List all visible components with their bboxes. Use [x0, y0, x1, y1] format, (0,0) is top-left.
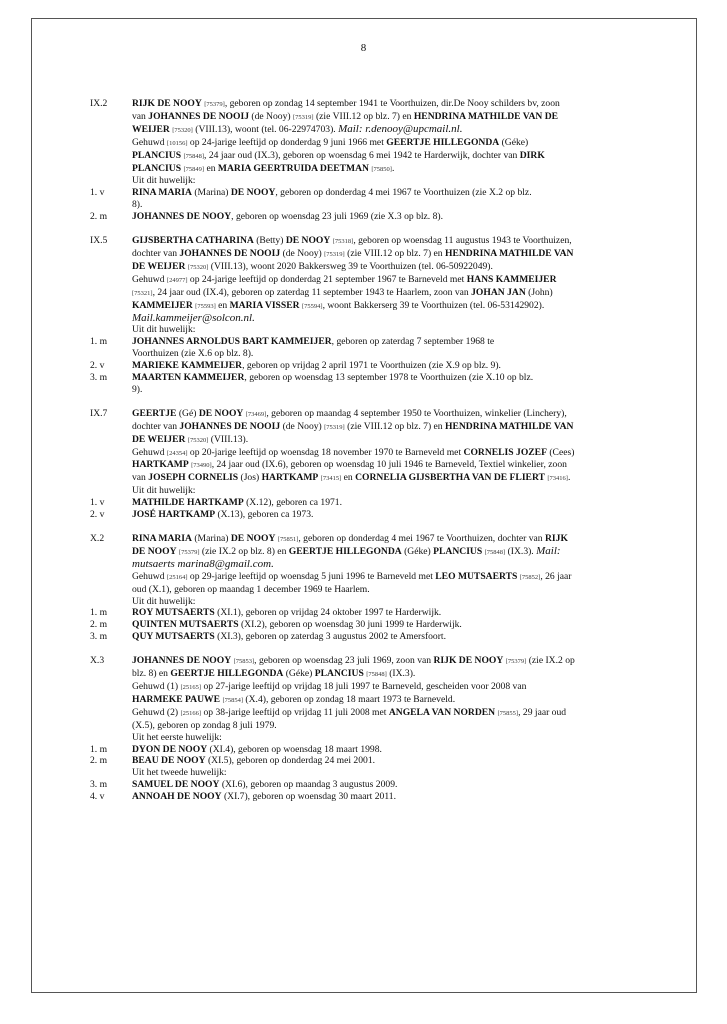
record-ref: [25165]: [180, 683, 202, 691]
child-row: [90, 211, 635, 223]
record-ref: [10156]: [166, 139, 188, 147]
text-run: .: [567, 472, 571, 484]
person-name: CORNELIS JOZEF: [463, 446, 547, 458]
text-line: [132, 732, 635, 744]
email-address: Mail:: [536, 544, 561, 557]
text-run: (XI.5), geboren op donderdag 24 mei 2001.: [205, 755, 376, 767]
text-run: 8).: [132, 199, 143, 211]
person-name: LEO MUTSAERTS: [435, 570, 518, 582]
text-run: (de Nooy): [280, 420, 325, 432]
text-run: (Gé): [176, 407, 199, 419]
record-ref: [75379]: [505, 658, 527, 666]
person-name: ANGELA VAN NORDEN: [388, 706, 496, 718]
child-label: 1. m: [90, 336, 108, 348]
text-run: , geboren op woensdag 23 juli 1969, zoon van: [254, 655, 434, 667]
text-run: (XI.1), geboren op vrijdag 24 oktober 1997 te Harderwijk.: [214, 607, 442, 619]
genealogy-entry: [90, 98, 635, 223]
record-ref: [75320]: [187, 263, 209, 271]
person-name: CORNELIA GIJSBERTHA VAN DE FLIERT: [355, 472, 545, 484]
person-name: PLANCIUS: [433, 545, 483, 557]
person-name: HENDRINA MATHILDE VAN DE: [413, 110, 559, 122]
text-run: (John): [525, 286, 553, 298]
record-ref: [73469]: [245, 410, 267, 418]
child-row: [90, 187, 635, 211]
person-name: MARIA GEERTRUIDA DEETMAN: [217, 162, 369, 174]
record-ref: [73490]: [191, 462, 212, 470]
text-line: [132, 707, 635, 720]
text-line: [132, 150, 635, 163]
record-ref: [75319]: [292, 113, 314, 121]
text-run: (zie VIII.12 op blz. 7) en: [344, 247, 445, 259]
text-run: en: [215, 299, 230, 311]
child-label: 2. v: [90, 509, 105, 521]
text-run: Uit dit huwelijk:: [132, 324, 196, 336]
record-ref: [24354]: [166, 449, 188, 457]
record-ref: [24977]: [166, 276, 188, 284]
text-run: op 27-jarige leeftijd op vrijdag 18 juli 1997 te Barneveld, gescheiden voor 2008 van: [201, 680, 527, 692]
text-run: op 20-jarige leeftijd op woensdag 18 november 1970 te Barneveld met: [187, 446, 464, 458]
text-run: (de Nooy): [280, 247, 325, 259]
text-run: (de Nooy): [249, 110, 293, 122]
child-label: 3. m: [90, 631, 108, 643]
child-row: [90, 509, 635, 521]
text-run: , 26 jaar: [540, 570, 572, 582]
text-run: Gehuwd (2): [132, 706, 181, 718]
person-name: DE NOOY: [285, 235, 331, 247]
text-line: [132, 447, 635, 460]
text-line: [132, 596, 635, 608]
text-line: [132, 336, 635, 348]
text-line: [132, 472, 635, 485]
person-name: GEERTJE: [132, 407, 177, 419]
person-name: RIJK DE NOOY: [433, 655, 504, 667]
entry-id: IX.2: [90, 98, 108, 109]
text-run: (IX.3).: [386, 668, 416, 680]
record-ref: [75855]: [497, 709, 519, 717]
text-run: (Géke): [401, 545, 434, 557]
text-line: [90, 767, 635, 779]
person-name: JOHANNES DE NOOIJ: [179, 247, 281, 259]
text-run: (X.12), geboren ca 1971.: [243, 497, 342, 509]
text-run: dochter van: [132, 420, 180, 432]
text-line: [132, 261, 635, 274]
person-name: DE NOOY: [230, 533, 276, 544]
child-row: [90, 607, 635, 619]
person-name: GEERTJE HILLEGONDA: [170, 668, 284, 680]
genealogy-entry: [90, 533, 635, 643]
person-name: WEIJER: [132, 123, 170, 135]
text-line: [132, 274, 635, 287]
child-row: [90, 744, 635, 756]
person-name: DE WEIJER: [132, 260, 186, 272]
person-name: DIRK: [519, 149, 545, 161]
text-run: (XI.2), geboren op woensdag 30 juni 1999 te Harderwijk.: [238, 619, 462, 631]
text-run: op 29-jarige leeftijd op woensdag 5 juni 1996 te Barneveld met: [187, 570, 436, 582]
child-label: 1. v: [90, 187, 105, 199]
text-line: [132, 694, 635, 707]
text-run: , 24 jaar oud (IX.6), geboren op woensdag 10 juli 1946 te Barneveld, Textiel winkelier, zoon: [211, 459, 567, 471]
text-run: , geboren op zondag 14 september 1941 te Voorthuizen, dir.De Nooy schilders bv, zoon: [224, 98, 560, 109]
person-name: RINA MARIA: [132, 533, 192, 544]
person-name: HARMEKE PAUWE: [132, 693, 221, 705]
record-ref: [75848]: [366, 671, 387, 679]
child-row: [90, 755, 635, 767]
person-name: DE NOOY: [198, 407, 244, 419]
record-ref: [75318]: [332, 238, 354, 246]
child-label: 2. m: [90, 619, 108, 631]
text-line: [132, 509, 635, 521]
text-run: .: [391, 162, 395, 174]
person-name: HENDRINA MATHILDE VAN: [445, 420, 574, 432]
email-address: mutsaerts marina8@gmail.com.: [132, 557, 274, 570]
record-ref: [75853]: [233, 658, 255, 666]
text-run: (VIII.13), woont 2020 Bakkersweg 39 te Voorthuizen (tel. 06-50922049).: [208, 260, 493, 272]
person-name: PLANCIUS: [132, 162, 182, 174]
text-run: (Géke): [283, 668, 315, 680]
text-run: Uit dit huwelijk:: [132, 175, 196, 187]
text-line: [132, 124, 635, 137]
text-run: van: [132, 472, 149, 484]
record-ref: [75320]: [187, 436, 209, 444]
child-label: 2. v: [90, 360, 105, 372]
person-name: GIJSBERTHA CATHARINA: [132, 235, 254, 247]
text-run: blz. 8) en: [132, 668, 171, 680]
text-run: , geboren op woensdag 23 juli 1969 (zie X.3 op blz. 8).: [231, 211, 443, 223]
person-name: JOHANNES DE NOOY: [132, 211, 232, 223]
text-run: , geboren op vrijdag 2 april 1971 te Voorthuizen (zie X.9 op blz. 9).: [242, 360, 501, 372]
person-name: RIJK: [545, 533, 568, 544]
text-line: [132, 559, 635, 571]
person-name: JOHANNES DE NOOIJ: [148, 110, 250, 122]
child-row: [90, 360, 635, 372]
children-list: [90, 607, 635, 643]
text-run: Gehuwd: [132, 446, 167, 458]
child-row: [90, 336, 635, 360]
person-name: DE NOOY: [230, 187, 276, 199]
person-name: HENDRINA MATHILDE VAN: [445, 247, 574, 259]
child-label: 4. v: [90, 791, 105, 803]
text-run: , 24 jaar oud (IX.4), geboren op zaterdag 11 september 1943 te Haarlem, zoon van: [152, 286, 472, 298]
record-ref: [73416]: [547, 475, 568, 483]
person-name: RIJK DE NOOY: [132, 98, 202, 109]
entry-id: IX.5: [90, 235, 108, 247]
record-ref: [75319]: [324, 423, 345, 431]
person-name: MARIEKE KAMMEIJER: [132, 360, 243, 372]
text-run: (VIII.13).: [208, 433, 249, 445]
email-address: Mail: r.denooy@upcmail.nl.: [338, 122, 463, 135]
record-ref: [75320]: [172, 126, 193, 134]
children-list: [90, 744, 635, 804]
person-name: ANNOAH DE NOOY: [132, 791, 222, 803]
text-run: Gehuwd: [132, 136, 167, 148]
text-run: (zie IX.2 op: [526, 655, 575, 667]
page-number: 8: [360, 42, 367, 54]
children-list: [90, 336, 635, 396]
text-run: , geboren op woensdag 13 september 1978 te Voorthuizen (zie X.10 op blz.: [244, 372, 534, 384]
text-line: [132, 584, 635, 596]
children-list: [90, 497, 635, 521]
person-name: QUINTEN MUTSAERTS: [132, 619, 239, 631]
text-line: [132, 163, 635, 176]
text-line: [132, 137, 635, 150]
text-run: op 38-jarige leeftijd op vrijdag 11 juli 2008 met: [201, 706, 389, 718]
text-run: Voorthuizen (zie X.6 op blz. 8).: [132, 348, 254, 360]
text-line: [132, 348, 635, 360]
person-name: HARTKAMP: [261, 472, 319, 484]
text-line: [132, 421, 635, 434]
person-name: RINA MARIA: [132, 187, 192, 199]
text-run: (Cees): [546, 446, 575, 458]
person-name: BEAU DE NOOY: [132, 755, 206, 767]
children-list: [90, 187, 635, 223]
person-name: MARIA VISSER: [229, 299, 300, 311]
person-name: HANS KAMMEIJER: [466, 273, 557, 285]
text-line: [132, 248, 635, 261]
person-name: QUY MUTSAERTS: [132, 631, 215, 643]
text-run: Gehuwd: [132, 570, 167, 582]
text-run: van: [132, 110, 149, 122]
text-run: op 24-jarige leeftijd op donderdag 21 september 1967 te Barneveld met: [187, 273, 467, 285]
text-line: [132, 434, 635, 447]
person-name: DE WEIJER: [132, 433, 186, 445]
text-line: [132, 755, 635, 767]
entry-id: IX.7: [90, 407, 108, 419]
text-run: en: [341, 472, 356, 484]
text-line: [132, 175, 635, 187]
text-line: [132, 668, 635, 681]
record-ref: [75319]: [324, 250, 345, 258]
text-run: (zie VIII.12 op blz. 7) en: [313, 110, 414, 122]
text-run: Gehuwd: [132, 273, 167, 285]
text-run: Uit het eerste huwelijk:: [132, 731, 222, 743]
text-line: [132, 779, 635, 791]
person-name: DE NOOY: [132, 545, 177, 557]
child-label: 1. m: [90, 743, 108, 755]
text-run: , geboren op donderdag 4 mei 1967 te Voorthuizen (zie X.2 op blz.: [275, 187, 532, 199]
text-run: , 29 jaar oud: [518, 706, 567, 718]
person-name: JOHAN JAN: [471, 286, 526, 298]
child-label: 1. m: [90, 607, 108, 619]
text-line: [132, 199, 635, 211]
person-name: JOSÉ HARTKAMP: [132, 509, 216, 521]
text-run: (Marina): [191, 533, 231, 544]
child-row: [90, 791, 635, 803]
person-name: GEERTJE HILLEGONDA: [288, 545, 402, 557]
text-run: (zie IX.2 op blz. 8) en: [199, 545, 289, 557]
text-run: (IX.3).: [505, 545, 537, 557]
text-run: Gehuwd (1): [132, 680, 181, 692]
text-run: oud (X.1), geboren op maandag 1 december 1969 te Haarlem.: [132, 583, 370, 595]
record-ref: [25164]: [166, 573, 188, 581]
person-name: HARTKAMP: [132, 459, 189, 471]
entry-id: X.2: [90, 533, 105, 544]
person-name: SAMUEL DE NOOY: [132, 779, 220, 791]
child-label: 2. m: [90, 755, 108, 767]
text-line: [132, 720, 635, 732]
text-run: Uit dit huwelijk:: [132, 485, 196, 497]
person-name: JOHANNES DE NOOY: [132, 655, 232, 667]
text-run: Uit het tweede huwelijk:: [132, 767, 227, 779]
record-ref: [75321]: [132, 289, 153, 297]
child-row: [90, 779, 635, 791]
child-label: 3. m: [90, 372, 108, 384]
record-ref: [75848]: [484, 548, 506, 556]
text-line: [132, 607, 635, 619]
record-ref: [75594]: [301, 302, 323, 310]
person-name: KAMMEIJER: [132, 299, 193, 311]
text-run: , geboren op donderdag 4 mei 1967 te Voorthuizen, dochter van: [298, 533, 545, 544]
text-line: [132, 408, 635, 421]
person-name: JOHANNES DE NOOIJ: [179, 420, 281, 432]
text-line: [132, 235, 635, 248]
text-run: , 24 jaar oud (IX.3), geboren op woensdag 6 mei 1942 te Harderwijk, dochter van: [204, 149, 520, 161]
person-name: PLANCIUS: [132, 149, 182, 161]
child-label: 2. m: [90, 211, 108, 223]
genealogy-content: [90, 98, 635, 815]
text-line: [132, 384, 635, 396]
child-label: 1. v: [90, 497, 105, 509]
text-line: [132, 372, 635, 384]
text-line: [132, 187, 635, 199]
person-name: DYON DE NOOY: [132, 743, 208, 755]
text-line: [132, 681, 635, 694]
text-run: Uit dit huwelijk:: [132, 595, 196, 607]
text-run: (XI.3), geboren op zaterdag 3 augustus 2002 te Amersfoort.: [214, 631, 446, 643]
child-row: [90, 619, 635, 631]
record-ref: [75379]: [178, 548, 200, 556]
text-line: [132, 497, 635, 509]
text-run: (XI.7), geboren op woensdag 30 maart 2011.: [221, 791, 396, 803]
text-line: [132, 98, 635, 111]
text-line: [132, 744, 635, 756]
text-run: , geboren op zaterdag 7 september 1968 te: [331, 336, 495, 348]
person-name: JOSEPH CORNELIS: [148, 472, 239, 484]
genealogy-entry: [90, 408, 635, 521]
text-run: , geboren op maandag 4 september 1950 te Voorthuizen, winkelier (Linchery),: [266, 407, 567, 419]
child-label: 3. m: [90, 779, 108, 791]
person-name: JOHANNES ARNOLDUS BART KAMMEIJER: [132, 336, 332, 348]
text-run: op 24-jarige leeftijd op donderdag 9 juni 1966 met: [187, 136, 387, 148]
text-run: (XI.6), geboren op maandag 3 augustus 2009.: [219, 779, 398, 791]
text-run: (Jos): [238, 472, 262, 484]
text-line: [132, 459, 635, 472]
record-ref: [73415]: [320, 475, 342, 483]
person-name: PLANCIUS: [314, 668, 364, 680]
text-line: [132, 287, 635, 300]
person-name: ROY MUTSAERTS: [132, 607, 215, 619]
record-ref: [75852]: [519, 573, 541, 581]
text-line: [132, 631, 635, 643]
record-ref: [75593]: [195, 302, 216, 310]
text-line: [132, 571, 635, 584]
text-run: (Betty): [253, 235, 286, 247]
text-line: [132, 360, 635, 372]
record-ref: [75379]: [204, 101, 225, 108]
text-run: en: [204, 162, 218, 174]
text-run: 9).: [132, 383, 143, 395]
text-line: [132, 655, 635, 668]
text-run: (X.4), geboren op zondag 18 maart 1973 te Barneveld.: [243, 693, 456, 705]
email-address: Mail.kammeijer@solcon.nl.: [132, 311, 255, 324]
record-ref: [75849]: [183, 165, 205, 173]
text-line: [132, 619, 635, 631]
text-line: [132, 485, 635, 497]
text-run: dochter van: [132, 247, 180, 259]
record-ref: [75848]: [183, 152, 205, 160]
child-row: [90, 497, 635, 509]
text-run: (X.13), geboren ca 1973.: [215, 509, 314, 521]
record-ref: [75850]: [371, 165, 392, 173]
person-name: MATHILDE HARTKAMP: [132, 497, 244, 509]
text-line: [132, 211, 635, 223]
text-line: [132, 324, 635, 336]
text-run: , geboren op woensdag 11 augustus 1943 te Voorthuizen,: [353, 235, 572, 247]
child-row: [90, 372, 635, 396]
record-ref: [25166]: [180, 709, 202, 717]
person-name: GEERTJE HILLEGONDA: [386, 136, 500, 148]
genealogy-entry: [90, 235, 635, 396]
record-ref: [75851]: [277, 536, 299, 543]
text-run: (VIII.13), woont (tel. 06-22974703).: [192, 123, 339, 135]
child-row: [90, 631, 635, 643]
text-run: (Géke): [499, 136, 529, 148]
genealogy-entry: [90, 655, 635, 803]
text-run: (X.5), geboren op zondag 8 juli 1979.: [132, 719, 277, 731]
text-run: (Marina): [191, 187, 231, 199]
text-line: [132, 791, 635, 803]
entry-id: X.3: [90, 655, 105, 667]
person-name: MAARTEN KAMMEIJER: [132, 372, 245, 384]
text-run: (zie VIII.12 op blz. 7) en: [344, 420, 445, 432]
record-ref: [75854]: [222, 696, 244, 704]
text-run: (XI.4), geboren op woensdag 18 maart 1998.: [207, 743, 382, 755]
text-run: , woont Bakkerserg 39 te Voorthuizen (tel. 06-53142902).: [322, 299, 545, 311]
text-line: [132, 313, 635, 325]
